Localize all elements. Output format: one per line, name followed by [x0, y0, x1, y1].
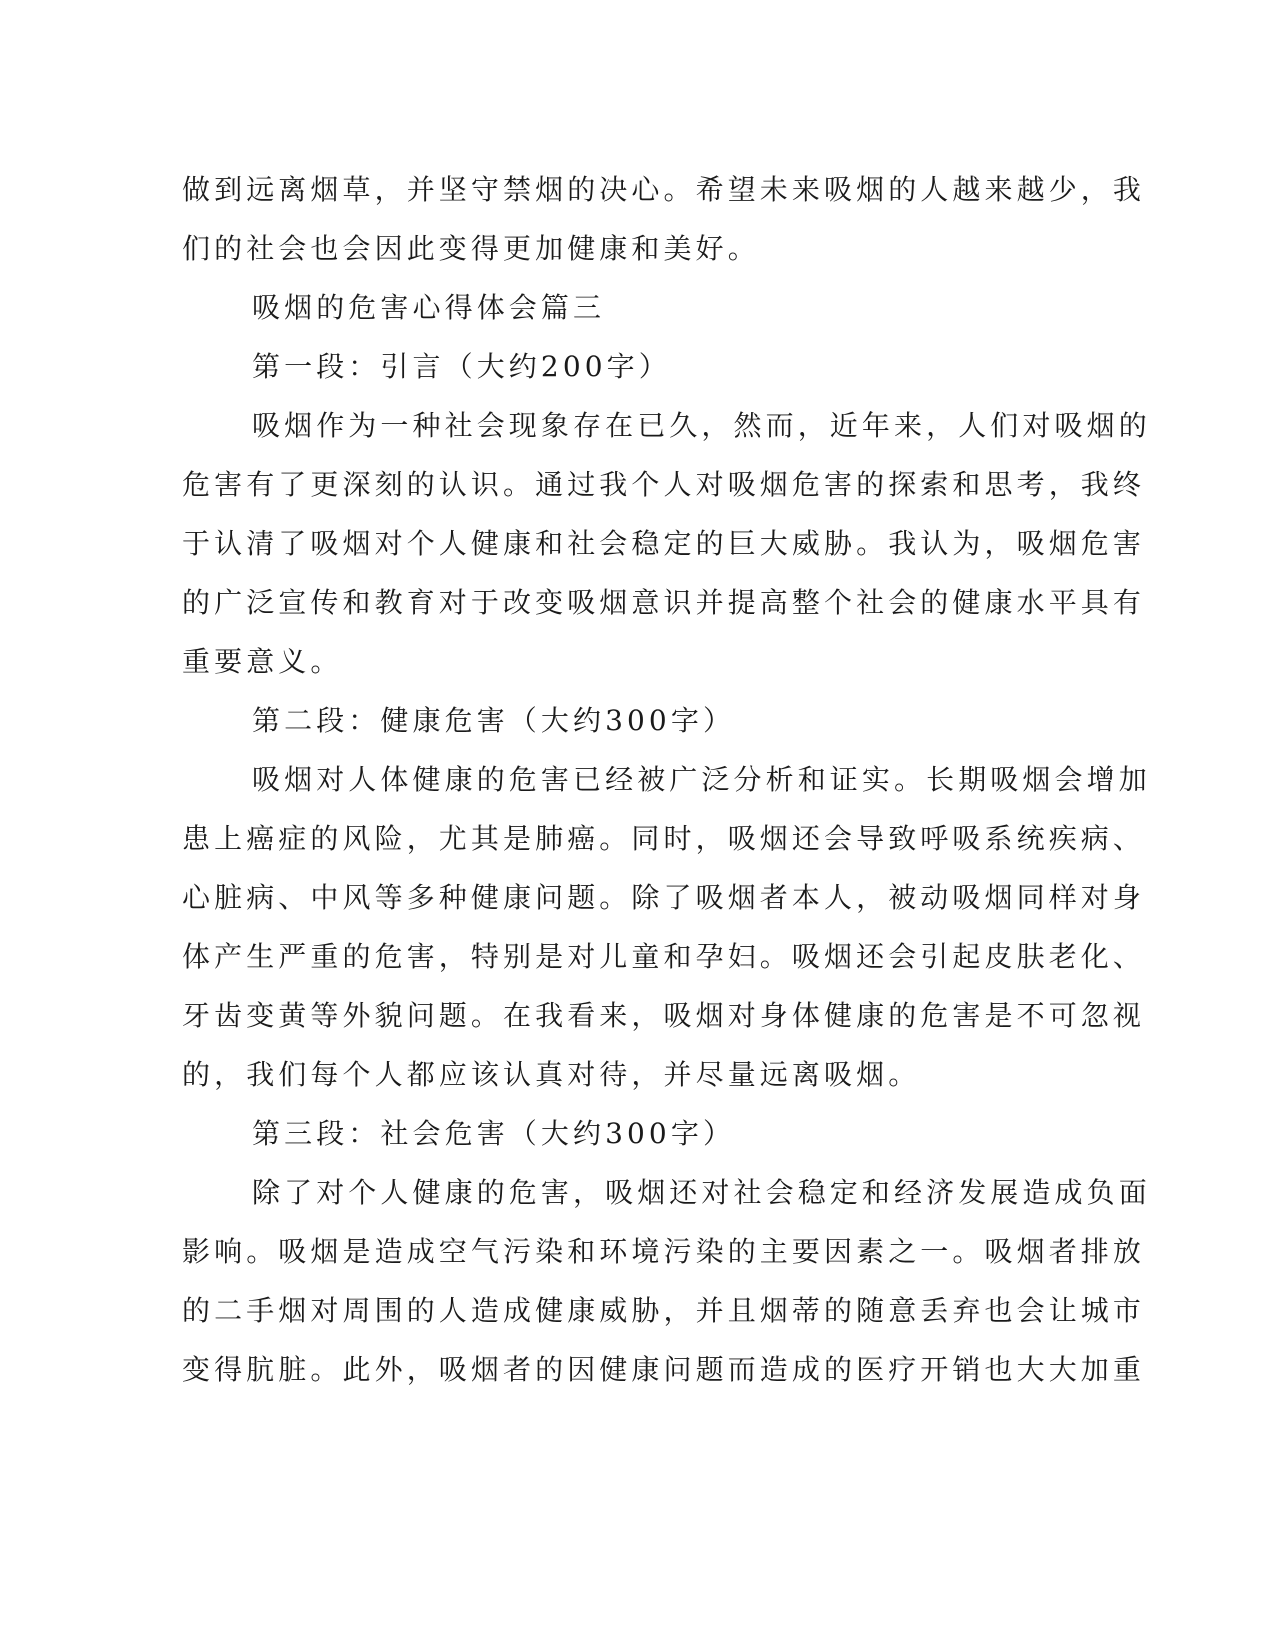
body-text: [182, 160, 1151, 1399]
text-line: 牙齿变黄等外貌问题。在我看来，吸烟对身体健康的危害是不可忽视: [182, 999, 1146, 1032]
text-line: 影响。吸烟是造成空气污染和环境污染的主要因素之一。吸烟者排放: [182, 1235, 1146, 1268]
text-line: 做到远离烟草，并坚守禁烟的决心。希望未来吸烟的人越来越少，我: [182, 173, 1146, 206]
text-line: 的，我们每个人都应该认真对待，并尽量远离吸烟。: [182, 1058, 921, 1091]
text-line: 的二手烟对周围的人造成健康威胁，并且烟蒂的随意丢弃也会让城市: [182, 1294, 1146, 1327]
paragraph-heading: 第一段：引言（大约200字）: [252, 350, 671, 383]
text-line: 心脏病、中风等多种健康问题。除了吸烟者本人，被动吸烟同样对身: [182, 881, 1146, 914]
paragraph-heading: 第二段：健康危害（大约300字）: [252, 704, 736, 737]
text-line: 们的社会也会因此变得更加健康和美好。: [182, 232, 760, 265]
text-line: 变得肮脏。此外，吸烟者的因健康问题而造成的医疗开销也大大加重: [182, 1353, 1146, 1386]
text-line: 于认清了吸烟对个人健康和社会稳定的巨大威胁。我认为，吸烟危害: [182, 527, 1146, 560]
text-line: 重要意义。: [182, 645, 343, 678]
text-line: 除了对个人健康的危害，吸烟还对社会稳定和经济发展造成负面: [252, 1176, 1151, 1209]
section-title: 吸烟的危害心得体会篇三: [252, 291, 606, 324]
text-line: 的广泛宣传和教育对于改变吸烟意识并提高整个社会的健康水平具有: [182, 586, 1146, 619]
text-line: 吸烟作为一种社会现象存在已久，然而，近年来，人们对吸烟的: [252, 409, 1151, 442]
text-line: 危害有了更深刻的认识。通过我个人对吸烟危害的探索和思考，我终: [182, 468, 1146, 501]
text-line: 患上癌症的风险，尤其是肺癌。同时，吸烟还会导致呼吸系统疾病、: [182, 822, 1146, 855]
text-line: 吸烟对人体健康的危害已经被广泛分析和证实。长期吸烟会增加: [252, 763, 1151, 796]
paragraph-heading: 第三段：社会危害（大约300字）: [252, 1117, 736, 1150]
text-line: 体产生严重的危害，特别是对儿童和孕妇。吸烟还会引起皮肤老化、: [182, 940, 1146, 973]
